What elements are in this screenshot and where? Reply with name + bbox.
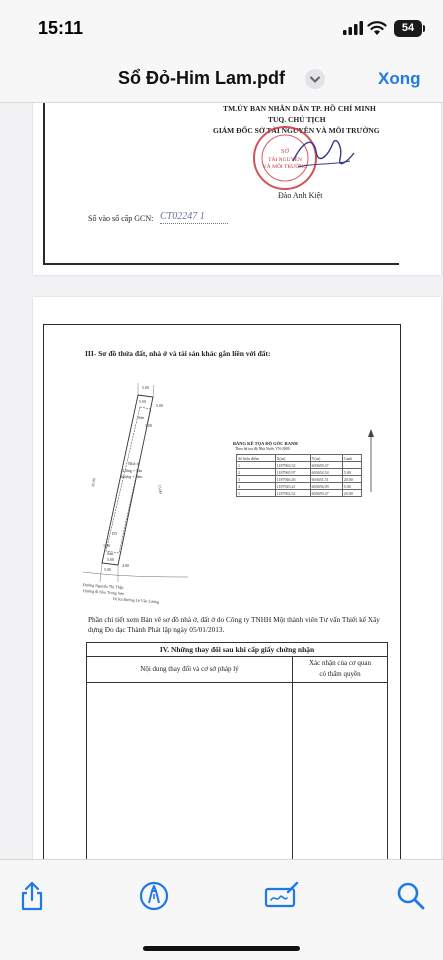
table-cell: 1187963.52	[275, 490, 310, 497]
house-label-1: Nhà ở	[128, 461, 140, 466]
table-row	[237, 462, 362, 469]
coords-subtitle: Theo hệ tọa độ Nhà Nước VN-2000	[235, 447, 290, 451]
table-cell: 603654.54	[310, 469, 342, 476]
table-header-cell: Số hiệu điểm	[237, 455, 276, 462]
chevron-down-icon	[305, 69, 325, 89]
table-cell: 1187946.26	[275, 476, 310, 483]
land-plot-sketch	[78, 377, 198, 607]
status-bar	[0, 0, 443, 58]
table-cell: 3	[237, 476, 276, 483]
pdf-page-2	[33, 297, 441, 859]
dim-length: 15.00	[157, 484, 164, 495]
pdf-page-1	[33, 103, 441, 275]
changes-title-row	[87, 643, 387, 657]
changes-table	[86, 642, 388, 859]
signature-line-1: TM.ỦY BAN NHÂN DÂN TP. HỒ CHÍ MINH	[223, 104, 376, 113]
wifi-icon	[367, 20, 387, 36]
handwritten-signature	[288, 131, 358, 176]
markup-pen-icon[interactable]	[138, 880, 170, 912]
col-header-changes: Nội dung thay đổi và cơ sở pháp lý	[140, 665, 239, 673]
dim-ratio: 20.00	[90, 477, 97, 488]
table-header-cell: Y(m)	[310, 455, 342, 462]
table-cell: 1187945.41	[275, 483, 310, 490]
house-label-2: 4 tầng + Sân	[122, 468, 143, 473]
page-border-left	[43, 103, 45, 264]
table-cell: 1	[237, 462, 276, 469]
table-row	[237, 490, 362, 497]
table-row	[237, 476, 362, 483]
svg-text:VÀ MÔI TRƯỜNG: VÀ MÔI TRƯỜNG	[262, 164, 308, 170]
registry-entry-value: CT02247 1	[160, 211, 205, 222]
svg-text:SỞ: SỞ	[281, 149, 289, 155]
dim-top-inner: 5.00	[139, 399, 146, 404]
table-cell: 603656.09	[310, 483, 342, 490]
dim-label-1: 4.00	[122, 563, 129, 568]
navigation-bar	[0, 58, 443, 103]
home-indicator[interactable]	[143, 946, 300, 951]
share-icon[interactable]	[16, 880, 48, 912]
top-yard-label: Sân	[138, 415, 144, 420]
table-row	[237, 469, 362, 476]
table-cell: 2	[237, 469, 276, 476]
registry-entry-label: Số vào sổ cấp GCN:	[88, 214, 154, 223]
entry-underline	[160, 223, 228, 224]
table-cell: 20.00	[342, 476, 361, 483]
street-label-2: Hướng đi Khu Trung Sơn	[82, 588, 125, 596]
north-arrow-icon	[361, 427, 381, 497]
battery-indicator: 54	[394, 20, 422, 37]
table-cell: 4	[237, 483, 276, 490]
table-cell	[342, 462, 361, 469]
setback-bottom: 1.00	[103, 543, 110, 548]
battery-cap	[423, 25, 425, 32]
dim-label-2: 5.00	[156, 403, 163, 408]
table-cell: 1187963.52	[275, 462, 310, 469]
yard-label: Sân	[107, 551, 113, 556]
col-header-approval-2: có thẩm quyền	[319, 670, 361, 678]
dim-top-width: 5.00	[142, 385, 149, 390]
street-label-1: Đường Nguyễn Thị Thập	[82, 582, 124, 590]
pdf-viewer[interactable]	[0, 103, 443, 859]
done-button[interactable]: Xong	[378, 69, 421, 88]
table-cell: 20.00	[342, 490, 361, 497]
table-cell: 1187965.97	[275, 469, 310, 476]
signature-line-3: GIÁM ĐỐC SỞ TÀI NGUYÊN VÀ MÔI TRƯỜNG	[213, 126, 380, 135]
status-time: 15:11	[38, 18, 84, 38]
page-border-bottom	[43, 263, 399, 265]
document-title[interactable]: Sổ Đỏ-Him Lam.pdf	[118, 68, 285, 88]
street-label-3: Đi Ra Đường Lê Văn Lương	[112, 596, 160, 605]
table-header-cell: X(m)	[275, 455, 310, 462]
cellular-signal-icon	[343, 21, 363, 35]
title-menu-button[interactable]	[305, 69, 325, 89]
house-label-3: thượng + hầm	[120, 474, 143, 479]
table-cell: 603651.51	[310, 476, 342, 483]
table-cell: 1	[237, 490, 276, 497]
coordinates-table	[236, 454, 362, 497]
bottom-toolbar	[0, 859, 443, 960]
drawing-note: Phần chi tiết xem Bản vẽ sơ đồ nhà ở, đất ở do Công ty TNHH Một thành viên Tư vấn Thiết kế Xây dựng Đo đạc Thành Phát lập ngày 05/01/2013.	[88, 615, 380, 634]
coords-title: BẢNG KÊ TỌA ĐỘ GÓC RANH	[233, 441, 298, 446]
svg-text:TÀI NGUYÊN: TÀI NGUYÊN	[268, 157, 302, 163]
table-cell: 5.00	[342, 469, 361, 476]
column-divider	[292, 657, 293, 859]
setback-top: 1.00	[145, 423, 152, 428]
col-header-approval-1: Xác nhận của cơ quan	[308, 659, 371, 667]
section-4-title: IV. Những thay đổi sau khi cấp giấy chứng nhận	[159, 645, 315, 654]
dim-bottom-width: 5.00	[104, 567, 111, 572]
signature-icon[interactable]	[264, 880, 300, 912]
signature-line-2: TUQ. CHỦ TỊCH	[268, 115, 326, 124]
search-icon[interactable]	[395, 880, 427, 912]
table-row	[237, 483, 362, 490]
table-header-cell: Cạnh	[342, 455, 361, 462]
table-cell: 5.00	[342, 483, 361, 490]
section-3-title: III- Sơ đồ thửa đất, nhà ở và tài sản khác gắn liền với đất:	[85, 349, 271, 358]
table-header-row	[237, 455, 362, 462]
lot-label: DT	[112, 531, 118, 536]
table-cell: 603659.47	[310, 490, 342, 497]
dim-bottom-inner: 5.00	[107, 557, 114, 562]
signer-name: Đào Anh Kiệt	[278, 191, 323, 200]
table-cell: 603659.47	[310, 462, 342, 469]
